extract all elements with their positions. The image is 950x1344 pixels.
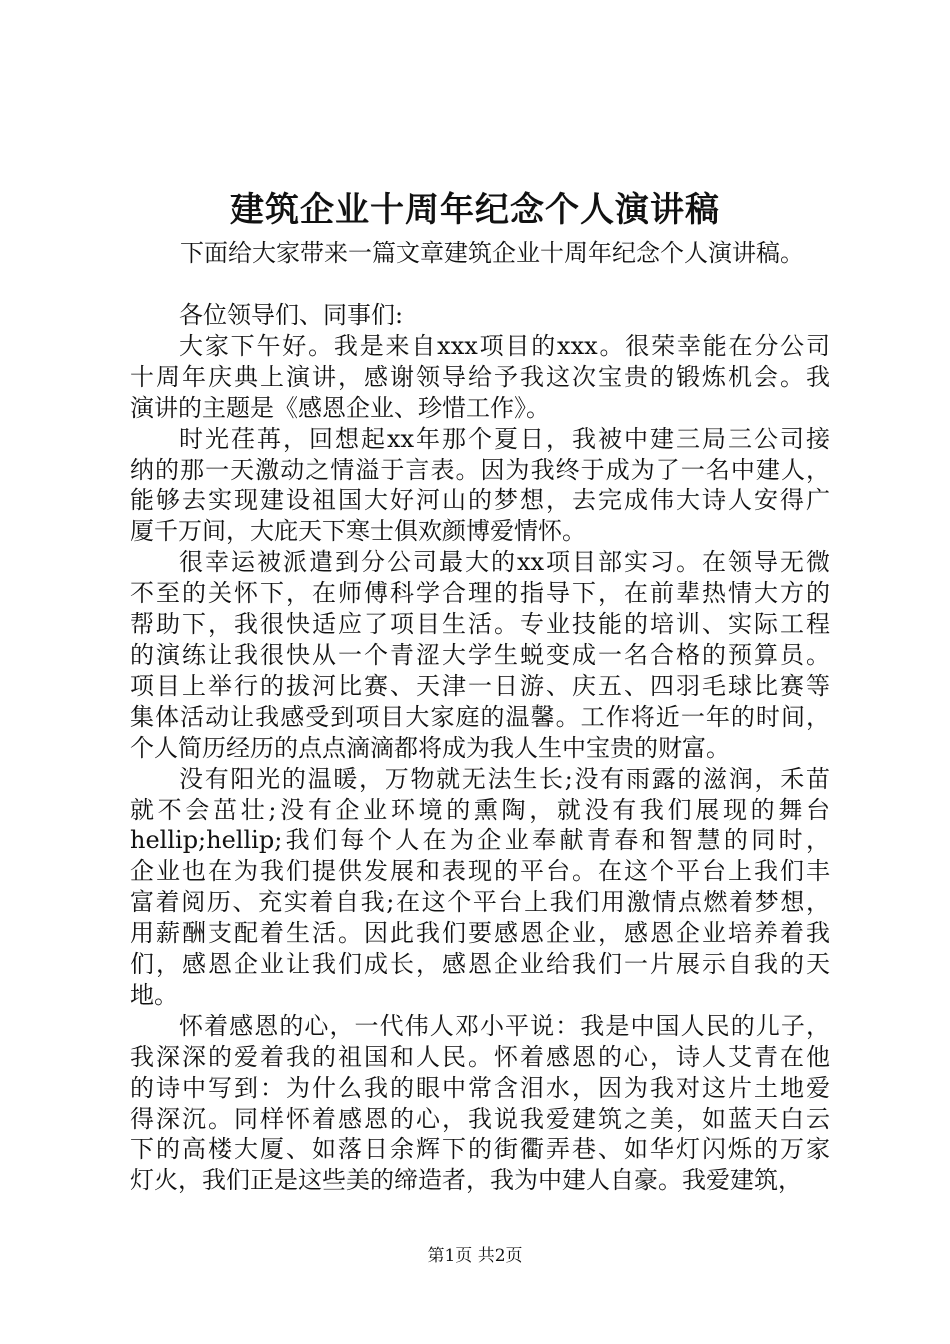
paragraph-line: 的诗中写到：为什么我的眼中常含泪水，因为我对这片土地爱 [130, 1073, 830, 1102]
paragraph-line: 时光荏苒，回想起xx年那个夏日，我被中建三局三公司接 [179, 424, 830, 453]
paragraph-line: 地。 [130, 980, 178, 1009]
paragraph-line: 演讲的主题是《感恩企业、珍惜工作》。 [130, 393, 550, 422]
paragraph-line: 富着阅历、充实着自我;在这个平台上我们用激情点燃着梦想， [130, 888, 830, 917]
paragraph-line: 十周年庆典上演讲，感谢领导给予我这次宝贵的锻炼机会。我 [130, 362, 830, 391]
paragraph-line: 纳的那一天激动之情溢于言表。因为我终于成为了一名中建人， [130, 455, 830, 484]
paragraph-line: 个人简历经历的点点滴滴都将成为我人生中宝贵的财富。 [130, 733, 730, 762]
body-paragraph [130, 300, 830, 331]
paragraph-line: 没有阳光的温暖，万物就无法生长;没有雨露的滋润，禾苗 [179, 764, 830, 793]
paragraph-line: 下的高楼大厦、如落日余辉下的街衢弄巷、如华灯闪烁的万家 [130, 1135, 830, 1164]
body-paragraph [130, 764, 830, 1011]
body-paragraph [130, 1011, 830, 1196]
paragraph-line: 很幸运被派遣到分公司最大的xx项目部实习。在领导无微 [179, 548, 830, 577]
paragraph-line: 们，感恩企业让我们成长，感恩企业给我们一片展示自我的天 [130, 950, 830, 979]
intro-paragraph: 下面给大家带来一篇文章建筑企业十周年纪念个人演讲稿。 [180, 239, 804, 267]
paragraph-line: 就不会茁壮;没有企业环境的熏陶，就没有我们展现的舞台 [130, 795, 830, 824]
paragraph-line: 集体活动让我感受到项目大家庭的温馨。工作将近一年的时间， [130, 702, 830, 731]
paragraph-line: 各位领导们、同事们: [179, 301, 404, 329]
paragraph-line: 帮助下，我很快适应了项目生活。专业技能的培训、实际工程 [130, 610, 830, 639]
document-title: 建筑企业十周年纪念个人演讲稿 [230, 190, 720, 230]
body-paragraph [130, 424, 830, 548]
paragraph-line: 能够去实现建设祖国大好河山的梦想，去完成伟大诗人安得广 [130, 486, 830, 515]
paragraph-line: 大家下午好。我是来自xxx项目的xxx。很荣幸能在分公司 [179, 331, 830, 360]
paragraph-line: 灯火，我们正是这些美的缔造者，我为中建人自豪。我爱建筑， [130, 1166, 802, 1195]
paragraph-line: 不至的关怀下，在师傅科学合理的指导下，在前辈热情大方的 [130, 579, 830, 608]
body-paragraph [130, 547, 830, 763]
paragraph-line: 项目上举行的拔河比赛、天津一日游、庆五、四羽毛球比赛等 [130, 671, 830, 700]
paragraph-line: 厦千万间，大庇天下寒士俱欢颜博爱情怀。 [130, 517, 586, 546]
paragraph-line: hellip;hellip;我们每个人在为企业奉献青春和智慧的同时， [130, 826, 830, 855]
paragraph-line: 怀着感恩的心，一代伟人邓小平说：我是中国人民的儿子， [179, 1011, 830, 1040]
paragraph-line: 企业也在为我们提供发展和表现的平台。在这个平台上我们丰 [130, 857, 830, 886]
paragraph-line: 的演练让我很快从一个青涩大学生蜕变成一名合格的预算员。 [130, 640, 830, 669]
document-body [130, 300, 830, 1196]
paragraph-line: 得深沉。同样怀着感恩的心，我说我爱建筑之美，如蓝天白云 [130, 1104, 830, 1133]
body-paragraph [130, 331, 830, 424]
page-footer: 第1页 共2页 [427, 1246, 523, 1266]
paragraph-line: 我深深的爱着我的祖国和人民。怀着感恩的心，诗人艾青在他 [130, 1042, 830, 1071]
paragraph-line: 用薪酬支配着生活。因此我们要感恩企业，感恩企业培养着我 [130, 919, 830, 948]
